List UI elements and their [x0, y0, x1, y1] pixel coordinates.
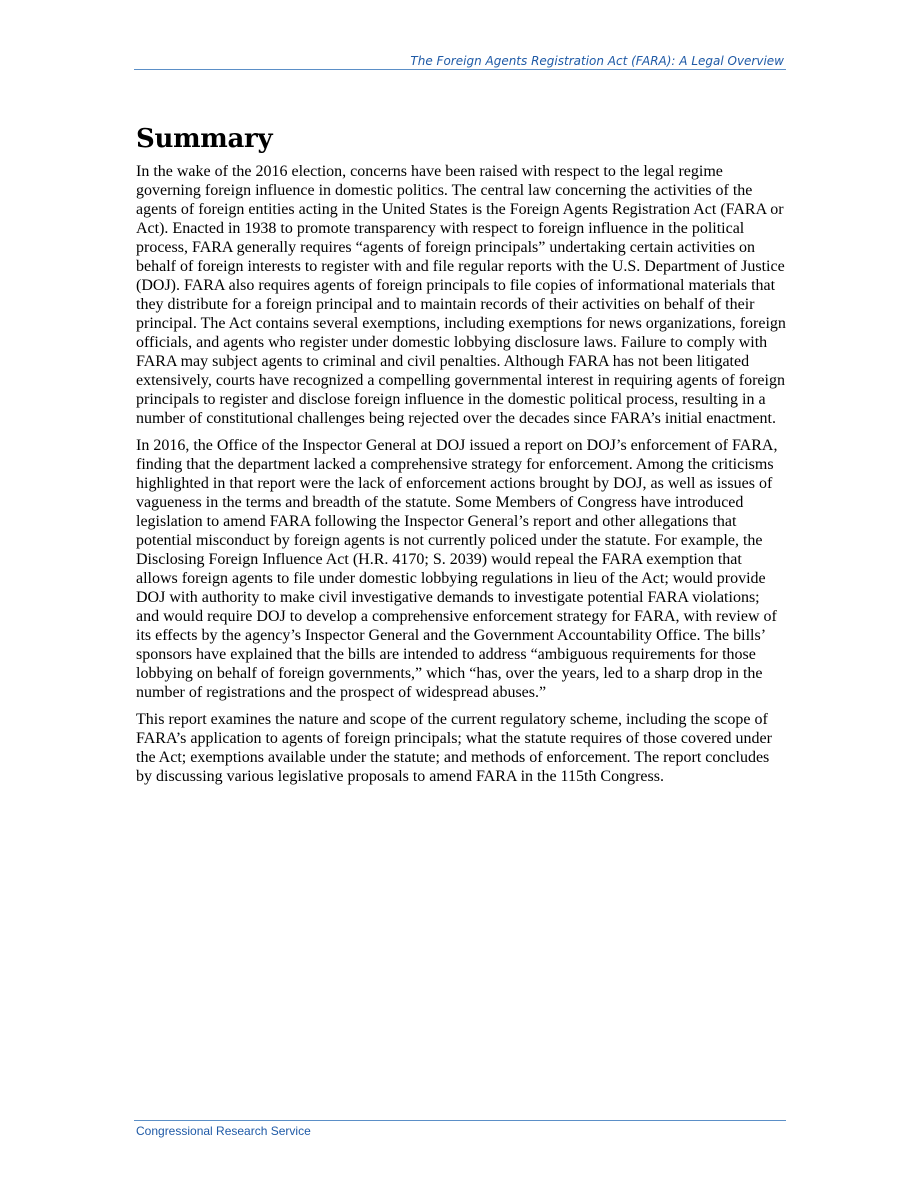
summary-section [136, 122, 786, 794]
summary-paragraph-1: In the wake of the 2016 election, concerns have been raised with respect to the legal regime governing foreign influence in domestic politics. The central law concerning the activities of the agents of foreign entities acting in the United States is the Foreign Agents Registration Act (FARA or Act). Enacted in 1938 to promote transparency with respect to foreign influence in the political process, FARA generally requires “agents of foreign principals” undertaking certain activities on behalf of foreign interests to register with and file regular reports with the U.S. Department of Justice (DOJ). FARA also requires agents of foreign principals to file copies of informational materials that they distribute for a foreign principal and to maintain records of their activities on behalf of their principal. The Act contains several exemptions, including exemptions for news organizations, foreign officials, and agents who register under domestic lobbying disclosure laws. Failure to comply with FARA may subject agents to criminal and civil penalties. Although FARA has not been litigated extensively, courts have recognized a compelling governmental interest in requiring agents of foreign principals to register and disclose foreign influence in the domestic political process, resulting in a number of constitutional challenges being rejected over the decades since FARA’s initial enactment. [136, 163, 786, 427]
header-title: The Foreign Agents Registration Act (FARA): A Legal Overview [410, 54, 784, 68]
summary-paragraph-3: This report examines the nature and scope of the current regulatory scheme, including the scope of FARA’s application to agents of foreign principals; what the statute requires of those covered under the Act; exemptions available under the statute; and methods of enforcement. The report concludes by discussing various legislative proposals to amend FARA in the 115th Congress. [136, 711, 772, 785]
summary-heading: Summary [136, 124, 273, 154]
running-footer [134, 1120, 786, 1138]
footer-text: Congressional Research Service [136, 1124, 311, 1138]
summary-paragraph-2: In 2016, the Office of the Inspector General at DOJ issued a report on DOJ’s enforcement of FARA, finding that the department lacked a comprehensive strategy for enforcement. Among the criticisms highlighted in that report were the lack of enforcement actions brought by DOJ, as well as issues of vagueness in the terms and breadth of the statute. Some Members of Congress have introduced legislation to amend FARA following the Inspector General’s report and other allegations that potential misconduct by foreign agents is not currently policed under the statute. For example, the Disclosing Foreign Influence Act (H.R. 4170; S. 2039) would repeal the FARA exemption that allows foreign agents to file under domestic lobbying regulations in lieu of the Act; would provide DOJ with authority to make civil investigative demands to investigate potential FARA violations; and would require DOJ to develop a comprehensive enforcement strategy for FARA, with review of its effects by the agency’s Inspector General and the Government Accountability Office. The bills’ sponsors have explained that the bills are intended to address “ambiguous requirements for those lobbying on behalf of foreign governments,” which “has, over the years, led to a sharp drop in the number of registrations and the prospect of widespread abuses.” [136, 437, 778, 701]
running-header [134, 53, 786, 70]
